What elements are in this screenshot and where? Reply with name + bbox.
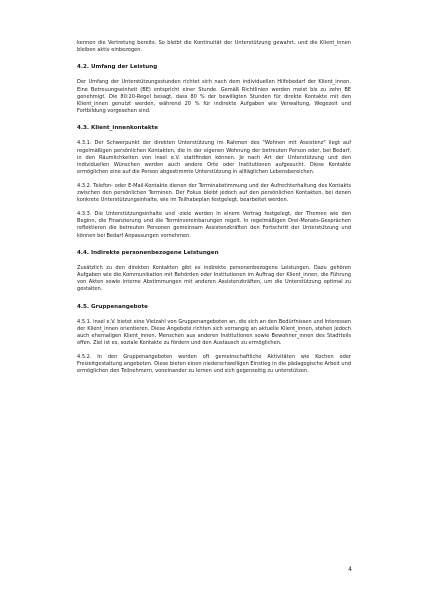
intro-paragraph: kennen die Vertretung bereits. So bleibt die Kontinuität der Unterstützung gewahrt, und die Klient_innen bleiben aktiv einbezogen. — [77, 40, 351, 54]
section-heading: 4.4. Indirekte personenbezogene Leistungen — [77, 249, 219, 256]
section-paragraph: 4.5.1. insel e.V. bietet eine Vielzahl von Gruppenangeboten an, die sich an den Bedürfnissen und Interessen der Klient_innen orientieren. Diese Angebote richten sich vorrangig an aktuelle Klient_innen, stehen jedoch auch ehemaligen Klient_innen, Menschen aus anderen Institutionen sowie Bewohner_innen des Stadtteils offen. Ziel ist es, soziale Kontakte zu fördern und den Austausch zu ermöglichen. — [77, 318, 351, 347]
section-indirekte-leistungen — [77, 250, 351, 294]
section-umfang — [77, 64, 351, 115]
section-klientenkontakte — [77, 125, 351, 239]
section-paragraph: 4.5.2. In den Gruppenangeboten werden oft gemeinschaftliche Aktivitäten wie Kochen oder Freizeitgestaltung angeboten. Diese bieten einen niederschwelligen Einstieg in die pädagogische Arbeit und ermöglichen den Teilnehmern, voneinander zu lernen und sich gegenseitig zu unterstützen. — [77, 353, 351, 375]
page-content — [77, 40, 351, 382]
section-paragraph: 4.3.3. Die Unterstützungsinhalte und -ziele werden in einem Vertrag festgelegt, der Themen wie den Beginn, die Finanzierung und die Terminvereinbarungen regelt. In regelmäßigen Drei-Monats-Gesprächen reflektieren die betreuten Personen gemeinsam Assistenzkräften den Fortschritt der Unterstützung und können bei Bedarf Anpassungen vornehmen. — [77, 211, 351, 239]
section-paragraph: Zusätzlich zu den direkten Kontakten gibt es indirekte personenbezogene Leistungen. Dazu gehören Aufgaben wie die Kommunikation mit Behörden oder Institutionen im Auftrag der Klient_innen, die Führung von Akten sowie interne Abstimmungen mit anderen Assistenzkräften, um die Unterstützung optimal zu gestalten. — [77, 264, 351, 293]
section-gruppenangebote — [77, 304, 351, 376]
section-paragraph: 4.3.2. Telefon- oder E-Mail-Kontakte dienen der Terminabstimmung und der Aufrechterhaltung des Kontakts zwischen den persönlichen Terminen. Der Fokus bleibt jedoch auf den persönlichen Kontakten, bei denen konkrete Unterstützungsinhalte, wie im Teilhabeplan festgelegt, bearbeitet werden. — [77, 182, 351, 204]
section-paragraph: Der Umfang der Unterstützungsstunden richtet sich nach dem individuellen Hilfebedarf der Klient_innen. Eine Betreuungseinheit (BE) entspricht einer Stunde. Gemäß Richtlinien werden meist bis zu zehn BE genehmigt. Die 80:20-Regel besagt, dass 80 % der bewilligten Stunden für direkte Kontakte mit den Klient_innen genutzt werden, während 20 % für indirekte Aufgaben wie Verwaltung, Wegezeit und Fortbildung vorgesehen sind. — [77, 79, 351, 115]
section-heading: 4.3. Klient_innenkontakte — [77, 125, 159, 132]
page-number: 4 — [348, 566, 352, 573]
section-heading: 4.2. Umfang der Leistung — [77, 64, 158, 71]
section-paragraph: 4.3.1. Der Schwerpunkt der direkten Unterstützung im Rahmen des "Wohnen mit Assistenz" liegt auf regelmäßigen persönlichen Kontakten, die in der eigenen Wohnung der betreuten Person oder, bei Bedarf, in den Räumlichkeiten von insel e.V. stattfinden können. Je nach Art der Unterstützung und den individuellen Wünschen werden auch andere Orte oder Institutionen aufgesucht. Diese Kontakte ermöglichen eine auf die Person abgestimmte Unterstützung in alltäglichen Lebensbereichen. — [77, 140, 351, 176]
section-heading: 4.5. Gruppenangebote — [77, 303, 148, 310]
